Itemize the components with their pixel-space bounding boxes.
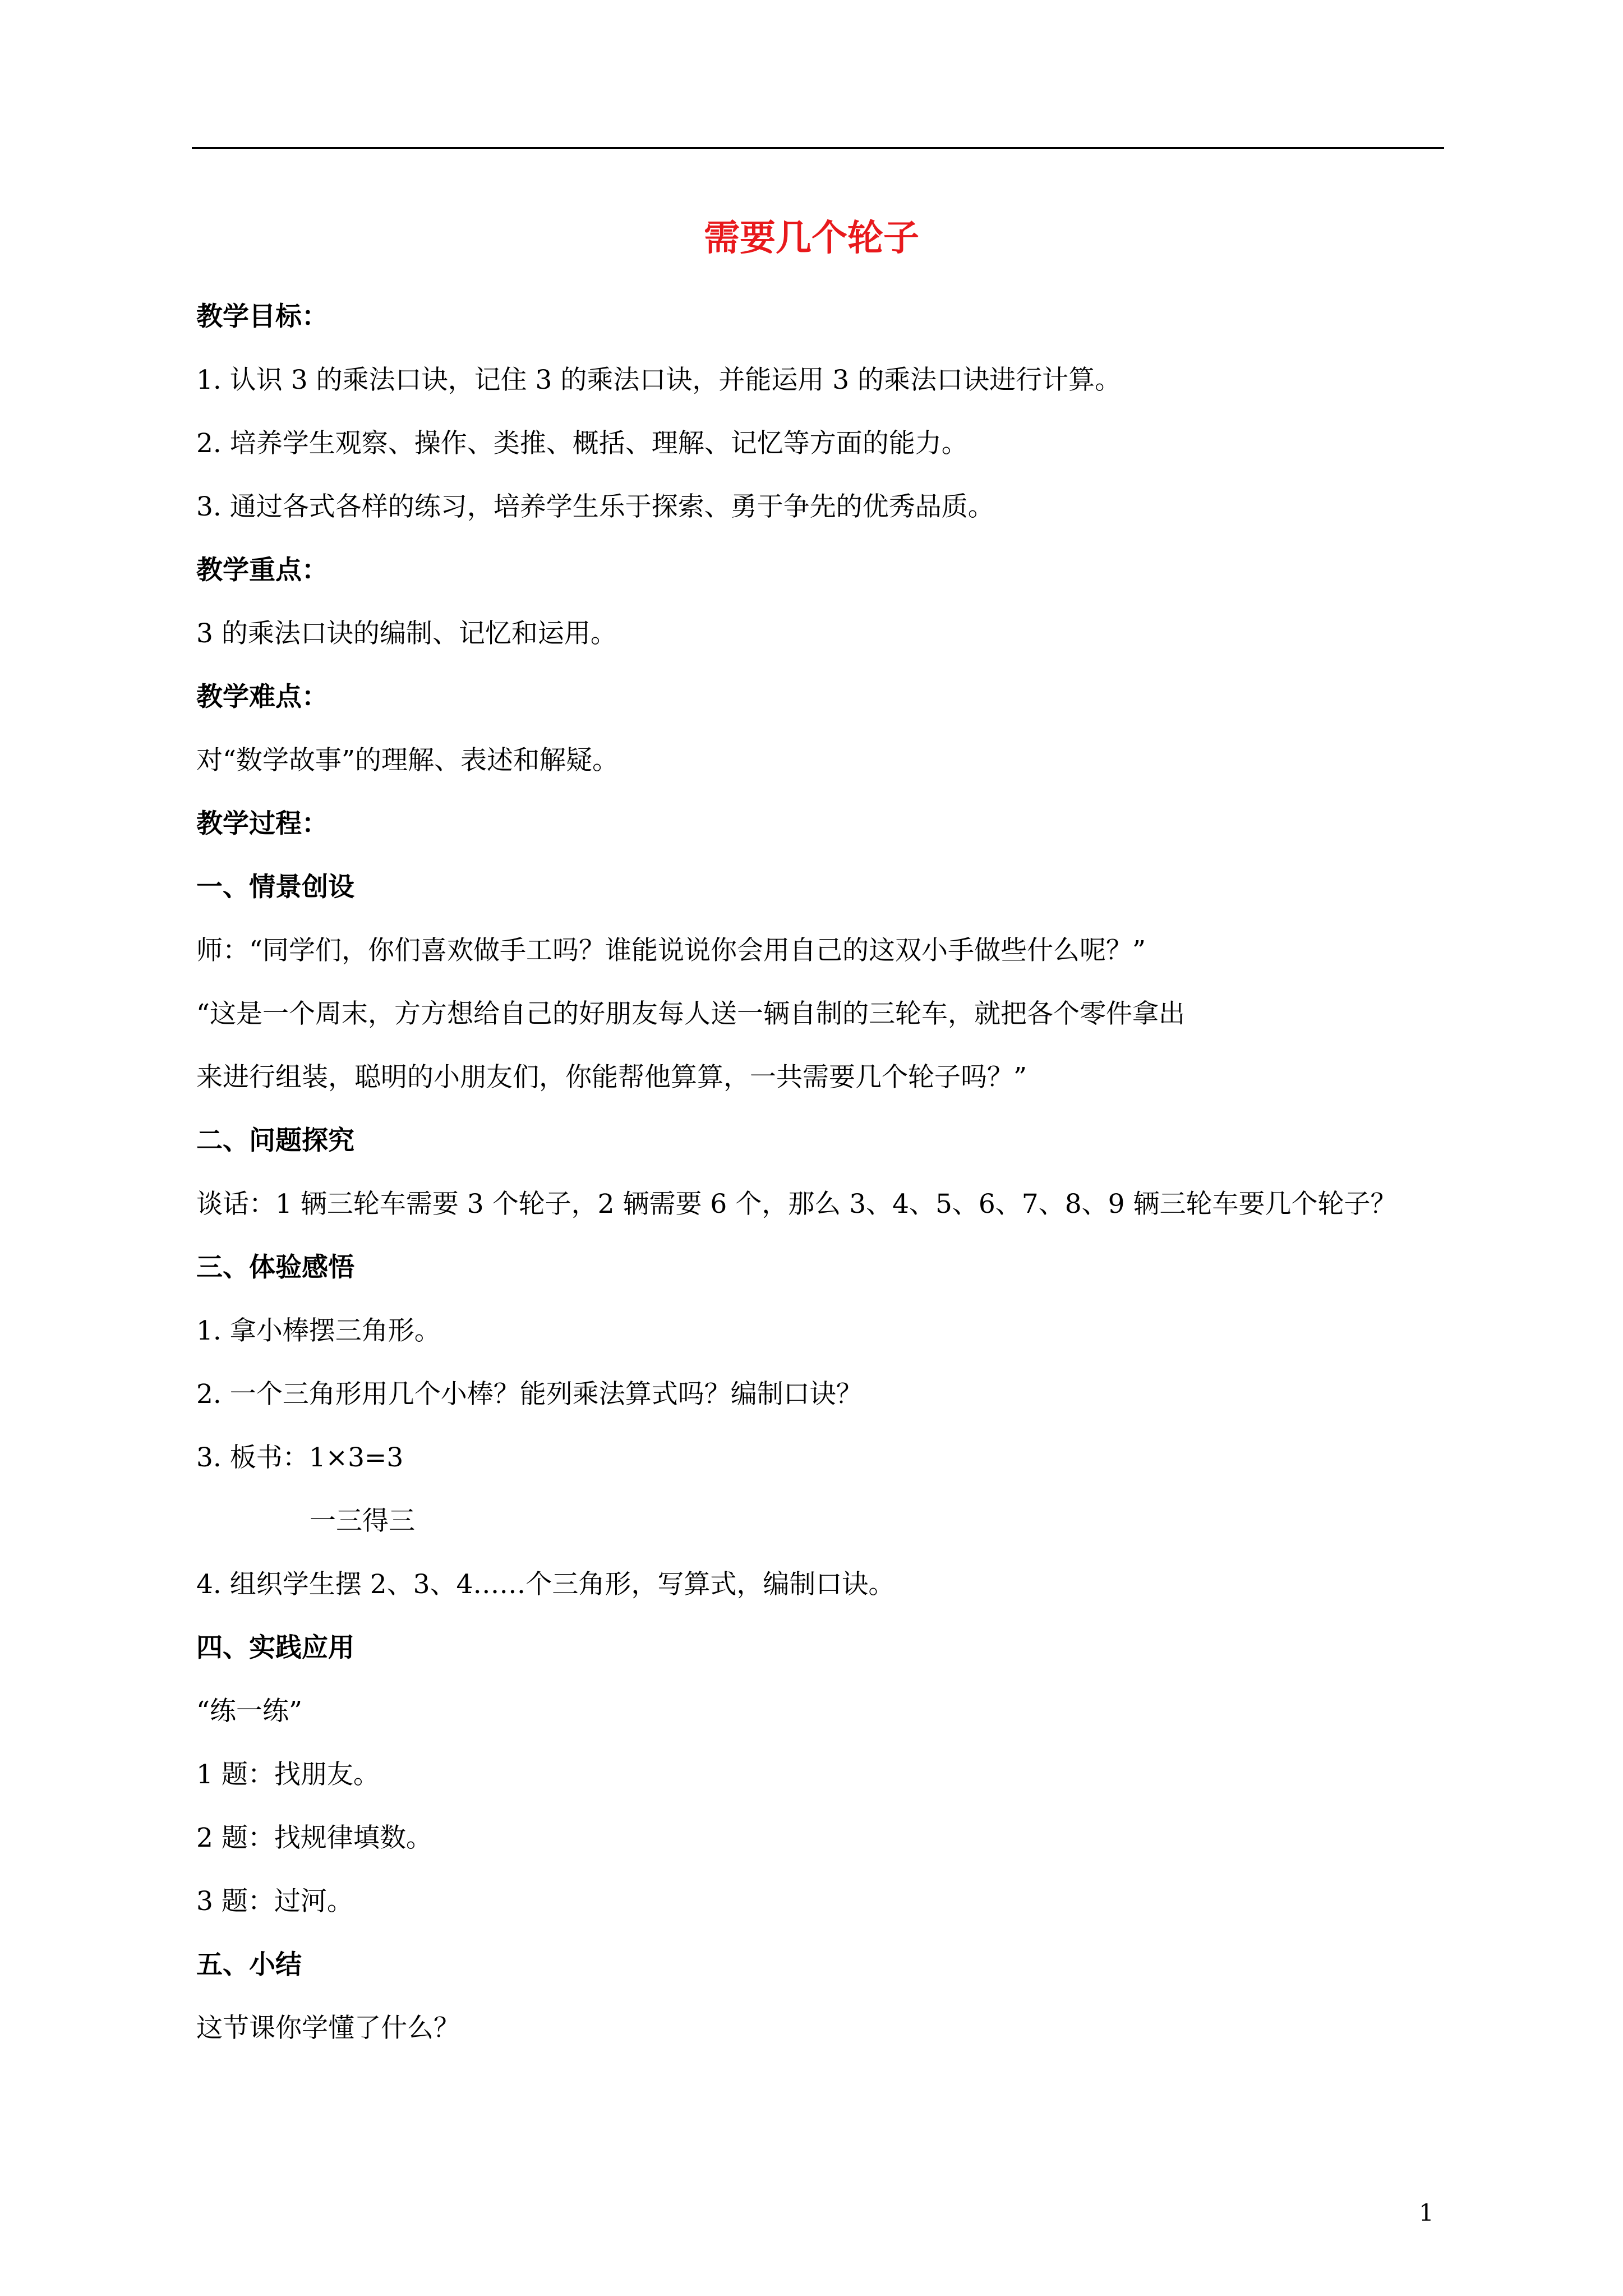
part4-heading: 四、实践应用	[196, 1632, 354, 1663]
objective-item-2: 2. 培养学生观察、操作、类推、概括、理解、记忆等方面的能力。	[196, 428, 968, 459]
part4-line-4: 3 题：过河。	[196, 1886, 353, 1917]
part3-item-2: 2. 一个三角形用几个小棒？能列乘法算式吗？编制口诀？	[196, 1379, 863, 1410]
difficulties-heading: 教学难点：	[196, 682, 328, 712]
part1-line-3: 来进行组装，聪明的小朋友们，你能帮他算算，一共需要几个轮子吗？”	[196, 1062, 1027, 1093]
document-title: 需要几个轮子	[704, 218, 919, 259]
key-points-text: 3 的乘法口诀的编制、记忆和运用。	[196, 618, 617, 649]
part3-item-3: 3. 板书：1×3=3	[196, 1442, 404, 1473]
objective-item-3: 3. 通过各式各样的练习，培养学生乐于探索、勇于争先的优秀品质。	[196, 491, 994, 522]
part5-line-1: 这节课你学懂了什么？	[196, 2013, 460, 2044]
part4-line-3: 2 题：找规律填数。	[196, 1823, 432, 1853]
part3-item-3-sub: 一三得三	[310, 1506, 415, 1536]
difficulties-text: 对“数学故事”的理解、表述和解疑。	[196, 745, 619, 776]
key-points-heading: 教学重点：	[196, 555, 328, 586]
part3-heading: 三、体验感悟	[196, 1252, 354, 1283]
objective-item-1: 1. 认识 3 的乘法口诀，记住 3 的乘法口诀，并能运用 3 的乘法口诀进行计算。	[196, 365, 1122, 395]
part3-item-4: 4. 组织学生摆 2、3、4……个三角形，写算式，编制口诀。	[196, 1569, 895, 1600]
page-number: 1	[1419, 2199, 1434, 2226]
part2-line-1: 谈话：1 辆三轮车需要 3 个轮子，2 辆需要 6 个，那么 3、4、5、6、7、8、9 辆三轮车要几个轮子？	[196, 1189, 1397, 1220]
part3-item-1: 1. 拿小棒摆三角形。	[196, 1315, 441, 1346]
part1-line-2: “这是一个周末，方方想给自己的好朋友每人送一辆自制的三轮车，就把各个零件拿出	[196, 999, 1186, 1029]
part2-heading: 二、问题探究	[196, 1125, 354, 1156]
process-heading: 教学过程：	[196, 808, 328, 839]
objectives-heading: 教学目标：	[196, 301, 328, 332]
part4-line-1: “练一练”	[196, 1696, 303, 1727]
part1-line-1: 师：“同学们，你们喜欢做手工吗？谁能说说你会用自己的这双小手做些什么呢？”	[196, 935, 1146, 966]
part5-heading: 五、小结	[196, 1949, 302, 1980]
header-rule	[192, 147, 1444, 149]
part1-heading: 一、情景创设	[196, 872, 354, 903]
part4-line-2: 1 题：找朋友。	[196, 1759, 380, 1790]
